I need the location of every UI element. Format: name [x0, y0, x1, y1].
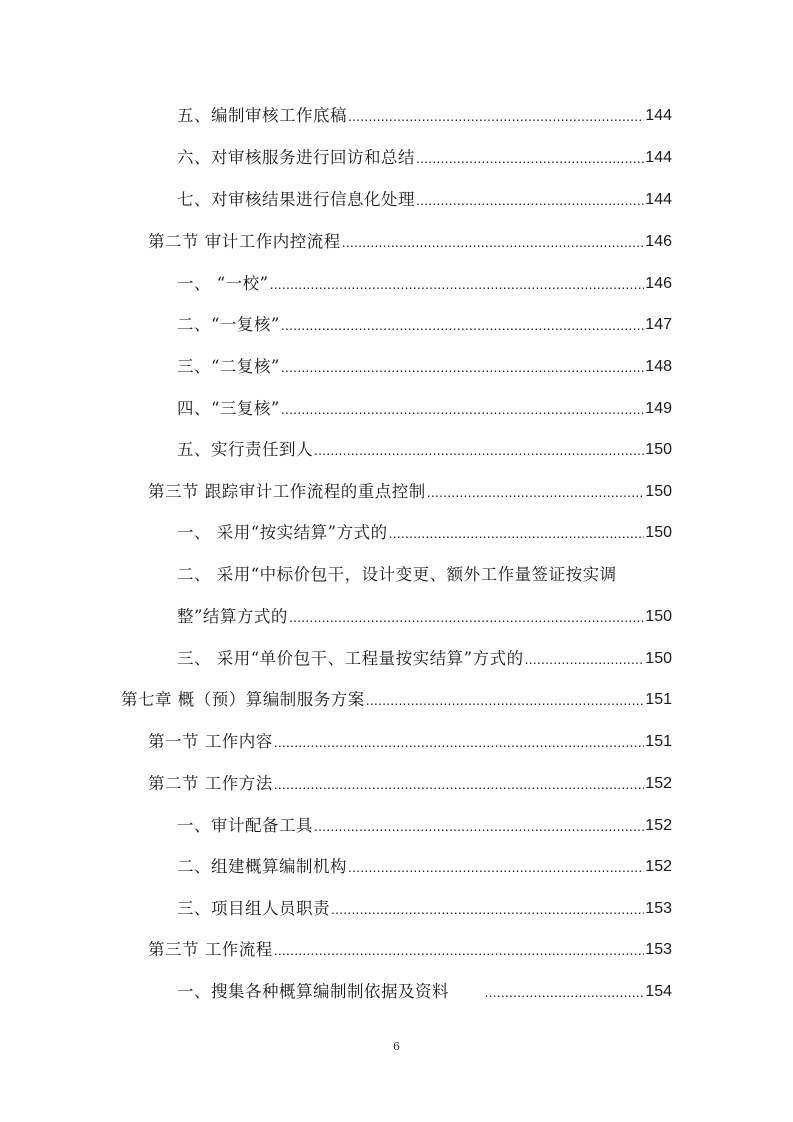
toc-page-number: 150: [645, 441, 672, 458]
toc-entry[interactable]: [177, 647, 672, 671]
toc-entry-label: 二、 采用“中标价包干，设计变更、额外工作量签证按实调: [177, 565, 617, 584]
dot-leader: [281, 313, 644, 337]
toc-entry[interactable]: [177, 355, 672, 379]
toc-entry[interactable]: [177, 146, 672, 170]
toc-entry[interactable]: [148, 938, 672, 962]
toc-entry[interactable]: [177, 855, 672, 879]
toc-entry-label: 一、 采用“按实结算”方式的: [177, 523, 388, 542]
toc-entry-continuation[interactable]: [177, 605, 672, 629]
dot-leader: [289, 605, 644, 629]
toc-page-number: 152: [645, 858, 672, 875]
toc-entry[interactable]: [148, 230, 672, 254]
dot-leader: [270, 272, 645, 296]
dot-leader: [342, 230, 645, 254]
dot-leader: [366, 688, 645, 712]
toc-entry-label: 五、实行责任到人: [177, 440, 313, 459]
toc-page-number: 150: [645, 483, 672, 500]
toc-page-number: 153: [645, 941, 672, 958]
toc-entry[interactable]: [177, 563, 672, 587]
toc-entry-label: 三、 采用“单价包干、工程量按实结算”方式的: [177, 649, 524, 668]
toc-entry[interactable]: [177, 272, 672, 296]
toc-page-number: 144: [645, 107, 672, 124]
dot-leader: [348, 104, 644, 128]
toc-entry-label: 第三节 工作流程: [148, 940, 273, 959]
toc-entry-label: 第一节 工作内容: [148, 732, 273, 751]
toc-entry[interactable]: [148, 480, 672, 504]
toc-page-number: 150: [645, 524, 672, 541]
dot-leader: [314, 438, 644, 462]
toc-entry-label: 四、“三复核”: [177, 399, 280, 418]
dot-leader: [314, 814, 644, 838]
dot-leader: [416, 146, 644, 170]
dot-leader: [331, 897, 644, 921]
toc-entry-label: 一、审计配备工具: [177, 816, 313, 835]
toc-entry[interactable]: [177, 521, 672, 545]
dot-leader: [484, 980, 644, 1004]
toc-entry[interactable]: [177, 104, 672, 128]
toc-page-number: 152: [645, 817, 672, 834]
toc-page-number: 146: [645, 233, 672, 250]
toc-page-number: 152: [645, 775, 672, 792]
toc-entry-label: 第三节 跟踪审计工作流程的重点控制: [148, 482, 426, 501]
dot-leader: [274, 938, 645, 962]
toc-entry-label: 三、“二复核”: [177, 357, 280, 376]
toc-entry-label: 六、对审核服务进行回访和总结: [177, 148, 415, 167]
toc-entry[interactable]: [148, 772, 672, 796]
toc-page-number: 151: [645, 733, 672, 750]
dot-leader: [281, 397, 644, 421]
toc-entry-label: 一、搜集各种概算编制制依据及资料: [177, 982, 484, 1001]
toc-entry-label: 整”结算方式的: [177, 607, 288, 626]
toc-page-number: 147: [645, 316, 672, 333]
toc-entry-label: 第七章 概（预）算编制服务方案: [121, 690, 365, 709]
dot-leader: [274, 772, 645, 796]
dot-leader: [525, 647, 645, 671]
toc-entry-label: 一、 “一校”: [177, 274, 269, 293]
toc-entry[interactable]: [177, 313, 672, 337]
toc-entry-label: 二、组建概算编制机构: [177, 857, 347, 876]
toc-page-number: 148: [645, 358, 672, 375]
toc-page-number: 146: [645, 275, 672, 292]
toc-entry-label: 二、“一复核”: [177, 315, 280, 334]
toc-entry[interactable]: [177, 814, 672, 838]
toc-entry[interactable]: [177, 980, 672, 1004]
toc-entry-label: 第二节 审计工作内控流程: [148, 232, 341, 251]
toc-page-number: 149: [645, 400, 672, 417]
toc-entry[interactable]: [177, 438, 672, 462]
toc-page-number: 153: [645, 900, 672, 917]
dot-leader: [427, 480, 645, 504]
toc-entry[interactable]: [177, 897, 672, 921]
dot-leader: [416, 188, 644, 212]
dot-leader: [389, 521, 645, 545]
toc-entry[interactable]: [177, 397, 672, 421]
toc-entry[interactable]: [177, 188, 672, 212]
dot-leader: [281, 355, 644, 379]
toc-page-number: 151: [645, 691, 672, 708]
toc-page-number: 150: [645, 650, 672, 667]
toc-entry-label: 七、对审核结果进行信息化处理: [177, 190, 415, 209]
toc-entry[interactable]: [148, 730, 672, 754]
toc-entry-label: 五、编制审核工作底稿: [177, 106, 347, 125]
toc-page-number: 154: [645, 983, 672, 1000]
toc-entry-chapter[interactable]: [121, 688, 672, 712]
toc-page-number: 144: [645, 191, 672, 208]
toc-page-number: 150: [645, 608, 672, 625]
page-number-footer: 6: [393, 1040, 400, 1053]
toc-entry-label: 三、项目组人员职责: [177, 899, 330, 918]
toc-page-number: 144: [645, 149, 672, 166]
dot-leader: [348, 855, 644, 879]
dot-leader: [274, 730, 645, 754]
toc-entry-label: 第二节 工作方法: [148, 774, 273, 793]
